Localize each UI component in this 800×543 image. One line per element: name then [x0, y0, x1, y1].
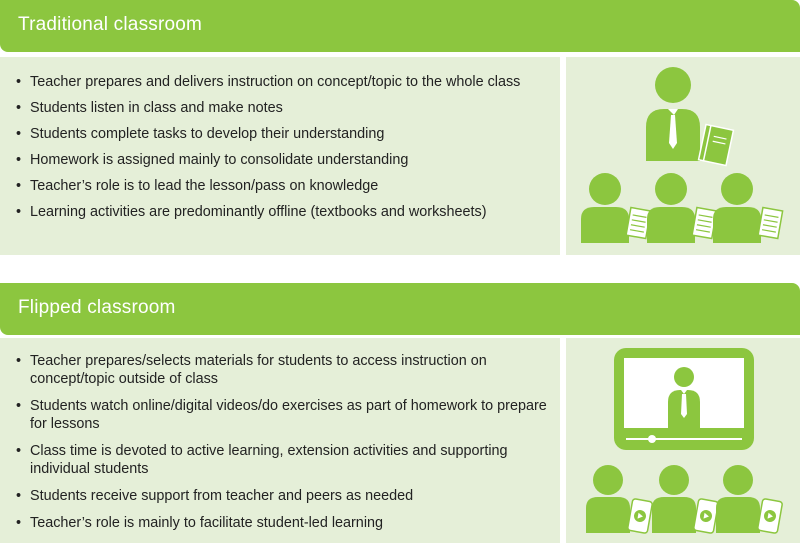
student-icon	[581, 173, 629, 243]
flipped-illustration-panel	[566, 338, 800, 543]
list-item: • Students complete tasks to develop their understanding	[16, 125, 552, 143]
list-item: • Teacher’s role is mainly to facilitate student-led learning	[16, 514, 552, 532]
student-icon	[652, 465, 696, 533]
flipped-list-panel	[0, 338, 560, 543]
traditional-header	[0, 0, 800, 52]
traditional-title: Traditional classroom	[18, 14, 203, 35]
list-item: • Teacher’s role is to lead the lesson/pass on knowledge	[16, 177, 552, 195]
traditional-illustration-panel	[566, 57, 800, 255]
student-icon	[716, 465, 760, 533]
list-item: • Students listen in class and make notes	[16, 99, 552, 117]
list-item: • Class time is devoted to active learning, extension activities and supporting individual students	[16, 442, 552, 478]
list-item: • Homework is assigned mainly to consolidate understanding	[16, 151, 552, 169]
flipped-header	[0, 283, 800, 335]
teacher-icon	[646, 67, 700, 161]
list-item: • Students watch online/digital videos/do exercises as part of homework to prepare for lessons	[16, 397, 552, 433]
list-item: • Teacher prepares/selects materials for students to access instruction on concept/topic outside of class	[16, 352, 552, 388]
book-icon	[699, 124, 734, 165]
worksheet-icon	[758, 208, 783, 239]
tablet-play-icon	[757, 499, 782, 534]
flipped-list	[16, 352, 552, 532]
student-icon	[713, 173, 761, 243]
tablet-play-icon	[627, 499, 652, 534]
video-screen-icon	[614, 348, 754, 450]
list-item: • Teacher prepares and delivers instruction on concept/topic to the whole class	[16, 73, 552, 91]
worksheet-icon	[626, 208, 651, 239]
list-item: • Learning activities are predominantly offline (textbooks and worksheets)	[16, 203, 552, 221]
traditional-list	[16, 73, 552, 221]
student-icon	[647, 173, 695, 243]
tablet-play-icon	[693, 499, 718, 534]
worksheet-icon	[692, 208, 717, 239]
student-icon	[586, 465, 630, 533]
list-item: • Students receive support from teacher and peers as needed	[16, 487, 552, 505]
traditional-list-panel	[0, 57, 560, 255]
flipped-title: Flipped classroom	[18, 297, 176, 318]
